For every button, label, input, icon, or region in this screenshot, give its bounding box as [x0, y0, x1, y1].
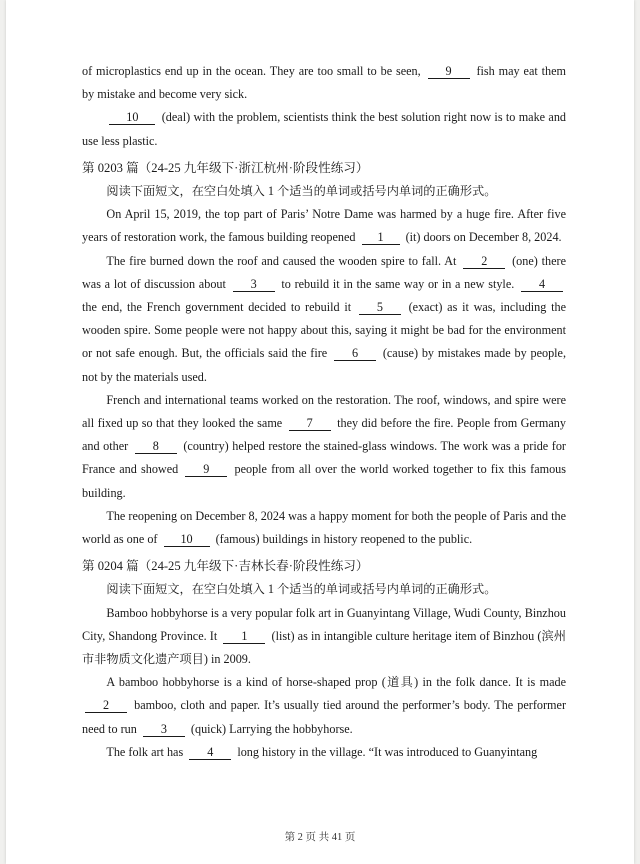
notre-paragraph-1 — [82, 203, 566, 249]
text: (exact) as it was, including the wooden spire. Some people were not happy about this, saying it might be bad for the environment or not safe enough. But, the officials said the fire — [82, 300, 567, 361]
blank-8: 8 — [135, 439, 177, 454]
notre-paragraph-2 — [82, 250, 566, 389]
bamboo-paragraph-1 — [82, 602, 566, 672]
text: (famous) buildings in history reopened to the public. — [215, 532, 473, 547]
text: bamboo, cloth and paper. It’s usually tied around the performer’s body. The performer need to run — [82, 698, 566, 736]
text: the end, the French government decided to rebuild it — [82, 300, 352, 315]
blank-7: 7 — [289, 416, 331, 431]
blank-10: 10 — [164, 532, 210, 547]
blank-2: 2 — [85, 698, 127, 713]
text: long history in the village. “It was introduced to Guanyintang — [237, 744, 538, 759]
document-page — [6, 0, 634, 864]
blank-3: 3 — [233, 277, 275, 292]
bamboo-paragraph-3 — [82, 741, 566, 764]
text: they did before the fire. People from Germany and other — [82, 416, 566, 454]
blank-9: 9 — [428, 64, 470, 79]
blank-10: 10 — [109, 110, 155, 125]
text: fish may eat them by mistake and become very sick. — [82, 64, 566, 102]
text: Bamboo hobbyhorse is a very popular folk art in Guanyintang Village, Wudi County, Binzhou City, Shandong Province. It — [82, 605, 566, 643]
blank-3: 3 — [143, 722, 185, 737]
text: The folk art has — [106, 744, 184, 759]
blank-1: 1 — [362, 230, 400, 245]
text: The fire burned down the roof and caused the wooden spire to fall. At — [106, 253, 457, 268]
text: to rebuild it in the same way or in a new style. — [281, 276, 515, 291]
text: (it) doors on December 8, 2024. — [405, 230, 562, 245]
text: of microplastics end up in the ocean. They are too small to be seen, — [82, 64, 421, 78]
blank-4: 4 — [521, 277, 563, 292]
instruction-0204: 阅读下面短文，在空白处填入 1 个适当的单词或括号内单词的正确形式。 — [106, 582, 497, 597]
blank-5: 5 — [359, 300, 401, 315]
blank-1: 1 — [223, 629, 265, 644]
prev-paragraph-2 — [82, 106, 566, 152]
text: (cause) by mistakes made by people, not by the materials used. — [82, 346, 567, 384]
text: The reopening on December 8, 2024 was a happy moment for both the people of Paris and the world as one of — [82, 508, 566, 547]
blank-2: 2 — [463, 254, 505, 269]
section-heading-0204: 第 0204 篇（24-25 九年级下·吉林长春·阶段性练习） — [82, 559, 369, 574]
text: (country) helped restore the stained-glass windows. The work was a pride for France and showed — [82, 439, 566, 477]
document-content — [82, 60, 566, 764]
notre-paragraph-3 — [82, 389, 566, 505]
text: people from all over the world worked together to fix this famous building. — [82, 462, 567, 500]
text: (list) as in intangible culture heritage item of Binzhou (滨州市非物质文化遗产项目) in 2009. — [82, 628, 566, 667]
notre-paragraph-4 — [82, 505, 566, 551]
page-footer: 第 2 页 共 41 页 — [284, 832, 356, 843]
text: A bamboo hobbyhorse is a kind of horse-shaped prop (道具) in the folk dance. It is made — [106, 675, 566, 690]
prev-paragraph-1 — [82, 60, 566, 106]
section-heading-0203: 第 0203 篇（24-25 九年级下·浙江杭州·阶段性练习） — [82, 160, 369, 175]
text: (quick) Larrying the hobbyhorse. — [190, 721, 353, 736]
instruction-0203: 阅读下面短文，在空白处填入 1 个适当的单词或括号内单词的正确形式。 — [106, 184, 497, 199]
text: (one) there was a lot of discussion about — [82, 253, 567, 291]
blank-4: 4 — [189, 745, 231, 760]
blank-6: 6 — [334, 346, 376, 361]
text: (deal) with the problem, scientists think the best solution right now is to make and use less plastic. — [82, 110, 567, 148]
bamboo-paragraph-2 — [82, 671, 566, 741]
blank-9: 9 — [185, 462, 227, 477]
text: On April 15, 2019, the top part of Paris’ Notre Dame was harmed by a huge fire. After five years of restoration work, the famous building reopened — [82, 207, 566, 245]
text: French and international teams worked on the restoration. The roof, windows, and spire were all fixed up so that they looked the same — [82, 392, 566, 431]
